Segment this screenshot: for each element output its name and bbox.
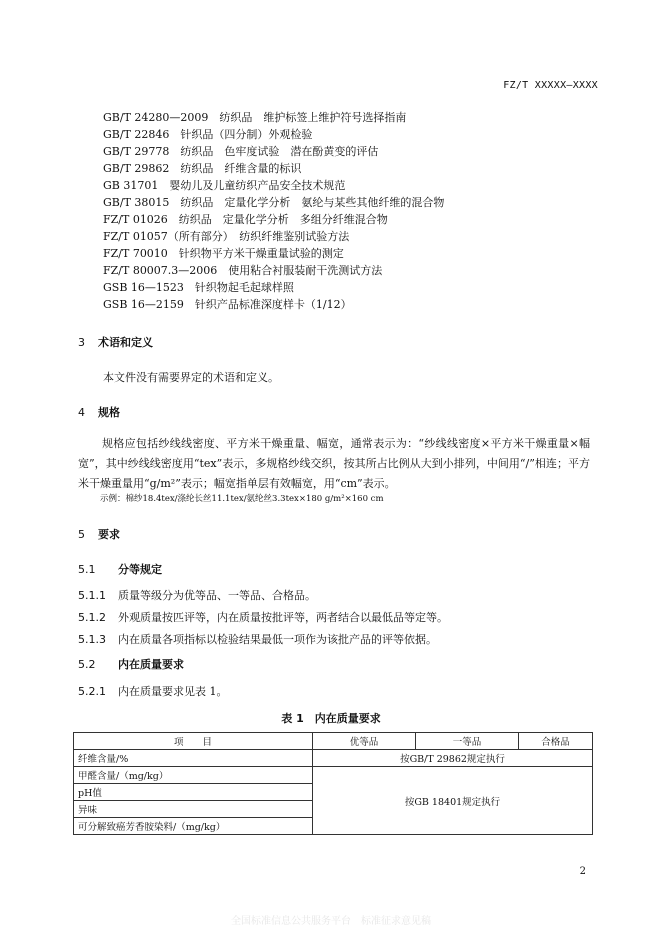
reference-item: GB/T 29862 纺织品 纤维含量的标识 (103, 162, 302, 175)
section-3-heading (78, 334, 153, 350)
reference-item: FZ/T 01057（所有部分） 纺织纤维鉴别试验方法 (103, 230, 350, 243)
clause-text: 外观质量按匹评等，内在质量按批评等，两者结合以最低品等定等。 (118, 611, 448, 624)
clause-number: 5.1.1 (78, 589, 106, 602)
quality-requirements-table (73, 732, 593, 835)
section-5-heading (78, 526, 120, 542)
clause-5-1-2 (78, 609, 448, 625)
section-title: 要求 (98, 528, 120, 541)
section-title: 术语和定义 (98, 336, 153, 349)
section-title: 分等规定 (118, 563, 162, 576)
header-grade-qualified: 合格品 (519, 733, 593, 750)
clause-5-1-3 (78, 631, 437, 647)
table-row (74, 767, 593, 784)
reference-item: GSB 16—1523 针织物起毛起球样照 (103, 281, 294, 294)
section-title: 规格 (98, 406, 120, 419)
row-label: 甲醛含量/（mg/kg） (74, 767, 313, 784)
document-id: FZ/T XXXXX—XXXX (503, 80, 598, 91)
reference-item: FZ/T 01026 纺织品 定量化学分析 多组分纤维混合物 (103, 213, 388, 226)
table-caption: 表 1 内在质量要求 (281, 712, 381, 725)
section-number: 5.1 (78, 563, 96, 576)
row-value: 按GB 18401规定执行 (313, 767, 593, 835)
clause-5-1-1 (78, 587, 316, 603)
reference-item: FZ/T 70010 针织物平方米干燥重量试验的测定 (103, 247, 344, 260)
header-item: 项 目 (74, 733, 313, 750)
section-4-paragraph: 规格应包括纱线线密度、平方米干燥重量、幅宽，通常表示为：“纱线线密度×平方米干燥重量×幅宽”，其中纱线线密度用“tex”表示，多规格纱线交织，按其所占比例从大到小排列，中间用“/”相连；平方米干燥重量用“g/m²”表示；幅宽指单层有效幅宽，用“cm”表示。 (78, 437, 590, 490)
row-label: 异味 (74, 801, 313, 818)
section-3-text: 本文件没有需要界定的术语和定义。 (103, 371, 279, 384)
clause-number: 5.1.3 (78, 633, 106, 646)
reference-item: GB 31701 婴幼儿及儿童纺织产品安全技术规范 (103, 179, 346, 192)
clause-text: 内在质量各项指标以检验结果最低一项作为该批产品的评等依据。 (118, 633, 437, 646)
clause-number: 5.2.1 (78, 685, 106, 698)
section-number: 3 (78, 336, 85, 349)
row-value: 按GB/T 29862规定执行 (313, 750, 593, 767)
page-footer-watermark: 全国标准信息公共服务平台 标准征求意见稿 (231, 916, 431, 927)
section-title: 内在质量要求 (118, 658, 184, 671)
reference-item: GSB 16—2159 针织产品标准深度样卡（1/12） (103, 298, 352, 311)
subsection-5-2-heading (78, 656, 184, 672)
reference-item: GB/T 29778 纺织品 色牢度试验 潜在酚黄变的评估 (103, 145, 379, 158)
page-number: 2 (579, 866, 586, 877)
header-grade-first: 一等品 (416, 733, 519, 750)
reference-item: GB/T 24280—2009 纺织品 维护标签上维护符号选择指南 (103, 111, 407, 124)
clause-5-2-1 (78, 683, 228, 699)
reference-item: GB/T 22846 针织品（四分制）外观检验 (103, 128, 313, 141)
row-label: 可分解致癌芳香胺染料/（mg/kg） (74, 818, 313, 835)
clause-text: 内在质量要求见表 1。 (118, 685, 228, 698)
reference-item: FZ/T 80007.3—2006 使用粘合衬服装耐干洗测试方法 (103, 264, 383, 277)
section-number: 4 (78, 406, 85, 419)
subsection-5-1-heading (78, 561, 162, 577)
row-label: 纤维含量/% (74, 750, 313, 767)
section-number: 5.2 (78, 658, 96, 671)
row-label: pH值 (74, 784, 313, 801)
clause-text: 质量等级分为优等品、一等品、合格品。 (118, 589, 316, 602)
clause-number: 5.1.2 (78, 611, 106, 624)
spec-example: 示例：棉纱18.4tex/涤纶长丝11.1tex/氨纶丝3.3tex×180 g/m²×160 cm (100, 494, 384, 504)
section-4-heading (78, 404, 120, 420)
reference-item: GB/T 38015 纺织品 定量化学分析 氨纶与某些其他纤维的混合物 (103, 196, 445, 209)
table-row (74, 750, 593, 767)
table-header-row (74, 733, 593, 750)
header-grade-superior: 优等品 (313, 733, 416, 750)
section-number: 5 (78, 528, 85, 541)
